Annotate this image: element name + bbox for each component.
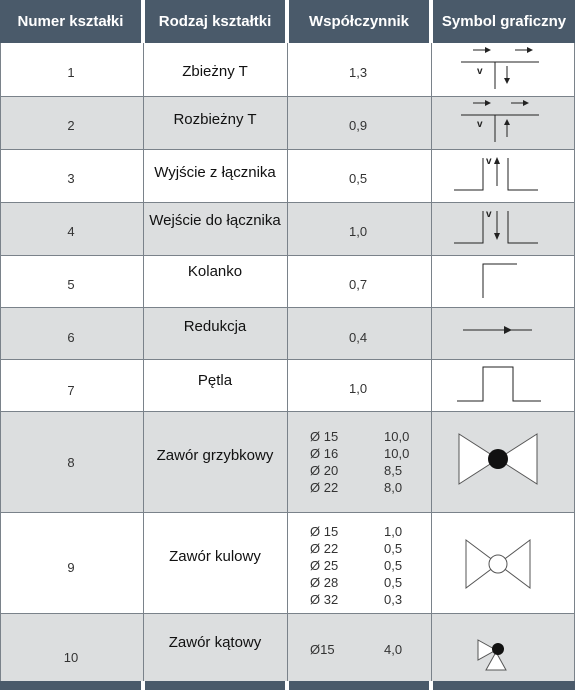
fitting-name: Rozbieżny T — [173, 111, 257, 128]
column-divider — [287, 43, 288, 682]
row-number: 1 — [67, 65, 75, 80]
column-divider — [431, 43, 432, 682]
coefficient-list: 4,0 — [384, 642, 403, 657]
row-number: 2 — [67, 118, 75, 133]
fitting-name: Zawór kulowy — [169, 548, 261, 565]
bottom-border-gap — [285, 681, 289, 690]
coefficient: 1,3 — [349, 65, 368, 80]
elbow-icon — [475, 258, 525, 302]
diameter-list: Ø 15 Ø 16 Ø 20 Ø 22 — [310, 429, 339, 495]
coefficient: 0,9 — [349, 118, 368, 133]
fitting-outlet-icon — [452, 152, 542, 196]
coefficient: 0,5 — [349, 171, 368, 186]
header-numer: Numer kształki — [0, 0, 141, 43]
fitting-name: Zbieżny T — [182, 63, 248, 80]
velocity-label: v — [477, 119, 483, 130]
fitting-name: Zawór kątowy — [168, 634, 262, 651]
row-number: 9 — [67, 560, 75, 575]
header-rodzaj: Rodzaj kształtki — [145, 0, 285, 43]
velocity-label: v — [486, 209, 492, 220]
row-number: 6 — [67, 330, 75, 345]
diameter-list: Ø 15 Ø 22 Ø 25 Ø 28 Ø 32 — [310, 524, 339, 607]
row-number: 3 — [67, 171, 75, 186]
diameter-list: Ø15 — [310, 642, 335, 657]
tee-diverging-icon — [455, 97, 545, 143]
fitting-name: Redukcja — [183, 318, 247, 335]
row-number: 5 — [67, 277, 75, 292]
bottom-border-gap — [429, 681, 433, 690]
ball-valve-icon — [462, 536, 534, 592]
bottom-border-gap — [141, 681, 145, 690]
column-divider — [0, 43, 1, 682]
loop-icon — [455, 361, 545, 407]
coefficient: 1,0 — [349, 224, 368, 239]
velocity-label: v — [486, 156, 492, 167]
column-divider — [143, 43, 144, 682]
fitting-name: Pętla — [197, 372, 233, 389]
header-symbol: Symbol graficzny — [433, 0, 575, 43]
angle-valve-icon — [474, 632, 518, 674]
fitting-name: Kolanko — [187, 263, 243, 280]
header-wspolczynnik: Współczynnik — [289, 0, 429, 43]
coefficient: 0,7 — [349, 277, 368, 292]
fitting-name: Wejście do łącznika — [149, 212, 281, 229]
tee-converging-icon — [455, 44, 545, 90]
coefficient: 0,4 — [349, 330, 368, 345]
fitting-name: Zawór grzybkowy — [156, 447, 274, 464]
fitting-name: Wyjście z łącznika — [154, 164, 276, 181]
coefficient-list: 1,0 0,5 0,5 0,5 0,3 — [384, 524, 403, 607]
reduction-arrow-icon — [460, 318, 540, 342]
row-number: 4 — [67, 224, 75, 239]
fitting-inlet-icon — [452, 205, 542, 249]
row-number: 7 — [67, 383, 75, 398]
globe-valve-icon — [455, 430, 541, 490]
row-number: 8 — [67, 455, 75, 470]
row-number: 10 — [63, 650, 79, 665]
coefficient-list: 10,0 10,0 8,5 8,0 — [384, 429, 410, 495]
coefficient: 1,0 — [349, 381, 368, 396]
velocity-label: v — [477, 66, 483, 77]
